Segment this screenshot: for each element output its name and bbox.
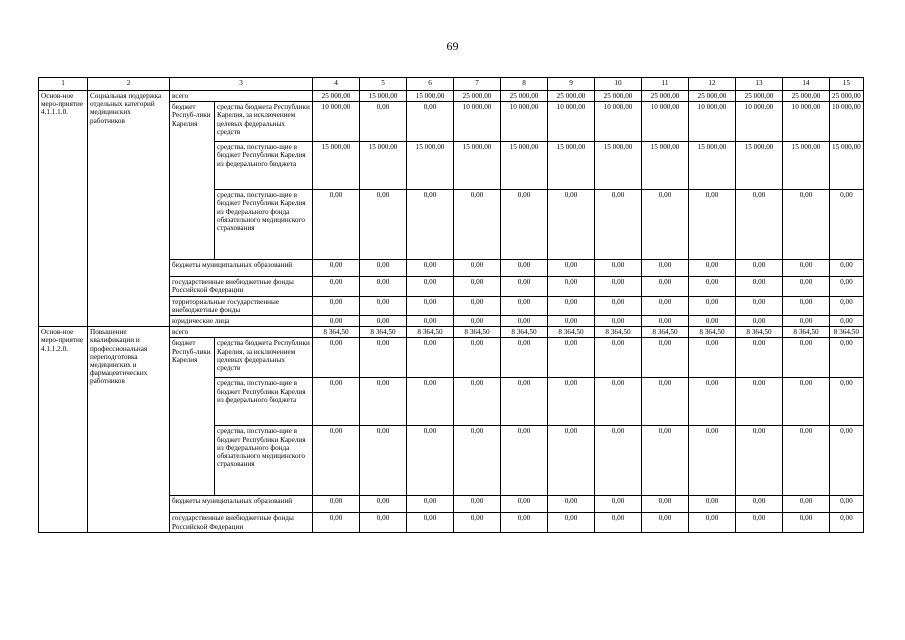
amount-cell: 0,00 — [830, 426, 864, 496]
amount-cell: 0,00 — [501, 496, 548, 513]
amount-cell: 0,00 — [360, 316, 407, 327]
source-label: государственные внебюджетные фонды Российской Федерации — [170, 277, 313, 296]
amount-cell: 10 000,00 — [454, 102, 501, 142]
amount-cell: 0,00 — [501, 277, 548, 296]
amount-cell: 0,00 — [454, 316, 501, 327]
amount-cell: 0,00 — [548, 190, 595, 260]
amount-cell: 0,00 — [454, 338, 501, 378]
amount-cell: 0,00 — [830, 496, 864, 513]
amount-cell: 0,00 — [595, 260, 642, 277]
table-row — [39, 91, 864, 102]
amount-cell: 10 000,00 — [736, 102, 783, 142]
amount-cell: 0,00 — [595, 296, 642, 315]
amount-cell: 10 000,00 — [501, 102, 548, 142]
amount-cell: 0,00 — [736, 426, 783, 496]
amount-cell: 0,00 — [454, 190, 501, 260]
amount-cell: 8 364,50 — [407, 327, 454, 338]
amount-cell: 0,00 — [454, 378, 501, 426]
amount-cell: 0,00 — [360, 513, 407, 532]
amount-cell: 0,00 — [548, 496, 595, 513]
amount-cell: 8 364,50 — [642, 327, 689, 338]
amount-cell: 0,00 — [360, 338, 407, 378]
amount-cell: 0,00 — [407, 426, 454, 496]
header-cell: 1 — [39, 78, 88, 91]
header-cell: 5 — [360, 78, 407, 91]
amount-cell: 0,00 — [595, 316, 642, 327]
amount-cell: 8 364,50 — [689, 327, 736, 338]
activity-name: Социальная поддержка отдельных категорий медицинских работников — [88, 91, 170, 327]
amount-cell: 0,00 — [689, 277, 736, 296]
amount-cell: 25 000,00 — [783, 91, 830, 102]
amount-cell: 0,00 — [501, 316, 548, 327]
amount-cell: 0,00 — [501, 513, 548, 532]
amount-cell: 0,00 — [407, 316, 454, 327]
amount-cell: 0,00 — [689, 316, 736, 327]
amount-cell: 0,00 — [642, 296, 689, 315]
amount-cell: 0,00 — [642, 513, 689, 532]
amount-cell: 0,00 — [689, 190, 736, 260]
amount-cell: 0,00 — [360, 296, 407, 315]
activity-code: Основ-ное меро-приятие 4.1.1.1.0. — [39, 91, 88, 327]
amount-cell: 0,00 — [407, 338, 454, 378]
amount-cell: 0,00 — [313, 378, 360, 426]
source-label: всего — [170, 327, 313, 338]
amount-cell: 0,00 — [595, 496, 642, 513]
header-cell: 8 — [501, 78, 548, 91]
source-label: средства, поступаю-щие в бюджет Республики Карелия из Федерального фонда обязательного медицинского страхования — [215, 426, 313, 496]
amount-cell: 15 000,00 — [360, 142, 407, 190]
activity-name: Повышение квалификации и профессиональная переподготовка медицинских и фармацевтических работников — [88, 327, 170, 533]
amount-cell: 0,00 — [454, 513, 501, 532]
amount-cell: 10 000,00 — [313, 102, 360, 142]
source-label: средства бюджета Республики Карелия, за исключением целевых федеральных средств — [215, 102, 313, 142]
amount-cell: 8 364,50 — [548, 327, 595, 338]
amount-cell: 0,00 — [689, 513, 736, 532]
amount-cell: 25 000,00 — [548, 91, 595, 102]
amount-cell: 0,00 — [313, 316, 360, 327]
source-label: юридические лица — [170, 316, 313, 327]
amount-cell: 0,00 — [548, 426, 595, 496]
amount-cell: 0,00 — [360, 277, 407, 296]
source-label: средства, поступаю-щие в бюджет Республики Карелия из федерального бюджета — [215, 142, 313, 190]
header-cell: 14 — [783, 78, 830, 91]
amount-cell: 0,00 — [736, 260, 783, 277]
amount-cell: 0,00 — [501, 338, 548, 378]
amount-cell: 10 000,00 — [642, 102, 689, 142]
budget-table — [38, 77, 864, 533]
budget-rk-label: бюджет Респуб-лики Карелия — [170, 102, 215, 260]
amount-cell: 0,00 — [360, 190, 407, 260]
amount-cell: 25 000,00 — [736, 91, 783, 102]
header-cell: 3 — [170, 78, 313, 91]
amount-cell: 0,00 — [783, 513, 830, 532]
amount-cell: 0,00 — [595, 513, 642, 532]
amount-cell: 0,00 — [360, 496, 407, 513]
amount-cell: 8 364,50 — [313, 327, 360, 338]
amount-cell: 0,00 — [595, 338, 642, 378]
header-cell: 11 — [642, 78, 689, 91]
amount-cell: 0,00 — [313, 338, 360, 378]
amount-cell: 0,00 — [454, 296, 501, 315]
amount-cell: 8 364,50 — [595, 327, 642, 338]
amount-cell: 0,00 — [689, 496, 736, 513]
amount-cell: 0,00 — [313, 277, 360, 296]
header-cell: 2 — [88, 78, 170, 91]
amount-cell: 0,00 — [407, 296, 454, 315]
amount-cell: 0,00 — [783, 260, 830, 277]
header-cell: 7 — [454, 78, 501, 91]
amount-cell: 0,00 — [736, 496, 783, 513]
amount-cell: 0,00 — [454, 277, 501, 296]
amount-cell: 0,00 — [313, 513, 360, 532]
amount-cell: 8 364,50 — [736, 327, 783, 338]
amount-cell: 0,00 — [313, 496, 360, 513]
amount-cell: 10 000,00 — [783, 102, 830, 142]
amount-cell: 0,00 — [642, 190, 689, 260]
amount-cell: 0,00 — [736, 338, 783, 378]
amount-cell: 8 364,50 — [360, 327, 407, 338]
amount-cell: 10 000,00 — [830, 102, 864, 142]
amount-cell: 15 000,00 — [736, 142, 783, 190]
amount-cell: 0,00 — [689, 378, 736, 426]
amount-cell: 15 000,00 — [783, 142, 830, 190]
amount-cell: 0,00 — [830, 190, 864, 260]
amount-cell: 0,00 — [407, 496, 454, 513]
amount-cell: 0,00 — [501, 260, 548, 277]
amount-cell: 0,00 — [783, 426, 830, 496]
amount-cell: 0,00 — [595, 378, 642, 426]
amount-cell: 0,00 — [736, 190, 783, 260]
amount-cell: 25 000,00 — [689, 91, 736, 102]
amount-cell: 0,00 — [783, 277, 830, 296]
header-cell: 15 — [830, 78, 864, 91]
amount-cell: 0,00 — [830, 260, 864, 277]
amount-cell: 0,00 — [783, 496, 830, 513]
amount-cell: 0,00 — [736, 378, 783, 426]
amount-cell: 0,00 — [407, 378, 454, 426]
amount-cell: 8 364,50 — [501, 327, 548, 338]
amount-cell: 0,00 — [642, 496, 689, 513]
amount-cell: 0,00 — [689, 338, 736, 378]
amount-cell: 0,00 — [736, 277, 783, 296]
amount-cell: 15 000,00 — [642, 142, 689, 190]
source-label: территориальные государственные внебюджетные фонды — [170, 296, 313, 315]
amount-cell: 0,00 — [595, 277, 642, 296]
amount-cell: 0,00 — [783, 378, 830, 426]
source-label: средства, поступаю-щие в бюджет Республики Карелия из Федерального фонда обязательного медицинского страхования — [215, 190, 313, 260]
amount-cell: 0,00 — [548, 513, 595, 532]
header-cell: 12 — [689, 78, 736, 91]
amount-cell: 0,00 — [313, 260, 360, 277]
table-row — [39, 327, 864, 338]
amount-cell: 0,00 — [642, 378, 689, 426]
activity-code: Основ-ное меро-приятие 4.1.1.2.0. — [39, 327, 88, 533]
amount-cell: 0,00 — [454, 260, 501, 277]
amount-cell: 0,00 — [548, 338, 595, 378]
amount-cell: 8 364,50 — [783, 327, 830, 338]
header-cell: 9 — [548, 78, 595, 91]
amount-cell: 0,00 — [407, 513, 454, 532]
amount-cell: 0,00 — [642, 277, 689, 296]
source-label: бюджеты муниципальных образований — [170, 496, 313, 513]
amount-cell: 0,00 — [313, 190, 360, 260]
amount-cell: 15 000,00 — [454, 142, 501, 190]
header-cell: 10 — [595, 78, 642, 91]
amount-cell: 15 000,00 — [360, 91, 407, 102]
amount-cell: 15 000,00 — [407, 91, 454, 102]
amount-cell: 0,00 — [830, 316, 864, 327]
amount-cell: 0,00 — [689, 260, 736, 277]
amount-cell: 8 364,50 — [454, 327, 501, 338]
amount-cell: 15 000,00 — [501, 142, 548, 190]
amount-cell: 0,00 — [689, 426, 736, 496]
amount-cell: 15 000,00 — [689, 142, 736, 190]
amount-cell: 0,00 — [736, 296, 783, 315]
header-row — [39, 78, 864, 91]
amount-cell: 0,00 — [454, 426, 501, 496]
amount-cell: 0,00 — [360, 102, 407, 142]
amount-cell: 0,00 — [360, 426, 407, 496]
amount-cell: 25 000,00 — [595, 91, 642, 102]
source-label: государственные внебюджетные фонды Российской Федерации — [170, 513, 313, 532]
amount-cell: 0,00 — [548, 378, 595, 426]
amount-cell: 0,00 — [595, 190, 642, 260]
amount-cell: 0,00 — [830, 378, 864, 426]
amount-cell: 0,00 — [501, 190, 548, 260]
amount-cell: 15 000,00 — [548, 142, 595, 190]
page-number: 69 — [446, 39, 459, 53]
amount-cell: 10 000,00 — [548, 102, 595, 142]
budget-rk-label: бюджет Респуб-лики Карелия — [170, 338, 215, 496]
amount-cell: 0,00 — [548, 277, 595, 296]
amount-cell: 0,00 — [642, 260, 689, 277]
amount-cell: 0,00 — [642, 426, 689, 496]
amount-cell: 0,00 — [360, 260, 407, 277]
amount-cell: 0,00 — [548, 260, 595, 277]
amount-cell: 0,00 — [407, 277, 454, 296]
amount-cell: 15 000,00 — [830, 142, 864, 190]
amount-cell: 0,00 — [501, 378, 548, 426]
amount-cell: 0,00 — [830, 513, 864, 532]
amount-cell: 0,00 — [501, 426, 548, 496]
amount-cell: 10 000,00 — [595, 102, 642, 142]
amount-cell: 0,00 — [407, 190, 454, 260]
amount-cell: 0,00 — [407, 102, 454, 142]
amount-cell: 15 000,00 — [407, 142, 454, 190]
amount-cell: 25 000,00 — [642, 91, 689, 102]
header-cell: 6 — [407, 78, 454, 91]
amount-cell: 0,00 — [313, 426, 360, 496]
amount-cell: 0,00 — [783, 316, 830, 327]
amount-cell: 0,00 — [830, 277, 864, 296]
amount-cell: 0,00 — [689, 296, 736, 315]
amount-cell: 0,00 — [783, 338, 830, 378]
amount-cell: 0,00 — [360, 378, 407, 426]
amount-cell: 8 364,50 — [830, 327, 864, 338]
amount-cell: 25 000,00 — [830, 91, 864, 102]
amount-cell: 0,00 — [736, 316, 783, 327]
source-label: всего — [170, 91, 313, 102]
amount-cell: 0,00 — [501, 296, 548, 315]
amount-cell: 0,00 — [595, 426, 642, 496]
amount-cell: 15 000,00 — [595, 142, 642, 190]
amount-cell: 0,00 — [736, 513, 783, 532]
amount-cell: 0,00 — [642, 338, 689, 378]
amount-cell: 10 000,00 — [689, 102, 736, 142]
amount-cell: 0,00 — [830, 296, 864, 315]
amount-cell: 0,00 — [548, 296, 595, 315]
amount-cell: 0,00 — [783, 296, 830, 315]
amount-cell: 0,00 — [830, 338, 864, 378]
amount-cell: 15 000,00 — [313, 142, 360, 190]
amount-cell: 0,00 — [783, 190, 830, 260]
amount-cell: 25 000,00 — [313, 91, 360, 102]
amount-cell: 0,00 — [407, 260, 454, 277]
amount-cell: 0,00 — [313, 296, 360, 315]
source-label: средства, поступаю-щие в бюджет Республики Карелия из федерального бюджета — [215, 378, 313, 426]
source-label: средства бюджета Республики Карелия, за исключением целевых федеральных средств — [215, 338, 313, 378]
amount-cell: 0,00 — [454, 496, 501, 513]
header-cell: 4 — [313, 78, 360, 91]
source-label: бюджеты муниципальных образований — [170, 260, 313, 277]
amount-cell: 25 000,00 — [501, 91, 548, 102]
amount-cell: 0,00 — [548, 316, 595, 327]
amount-cell: 25 000,00 — [454, 91, 501, 102]
amount-cell: 0,00 — [642, 316, 689, 327]
header-cell: 13 — [736, 78, 783, 91]
